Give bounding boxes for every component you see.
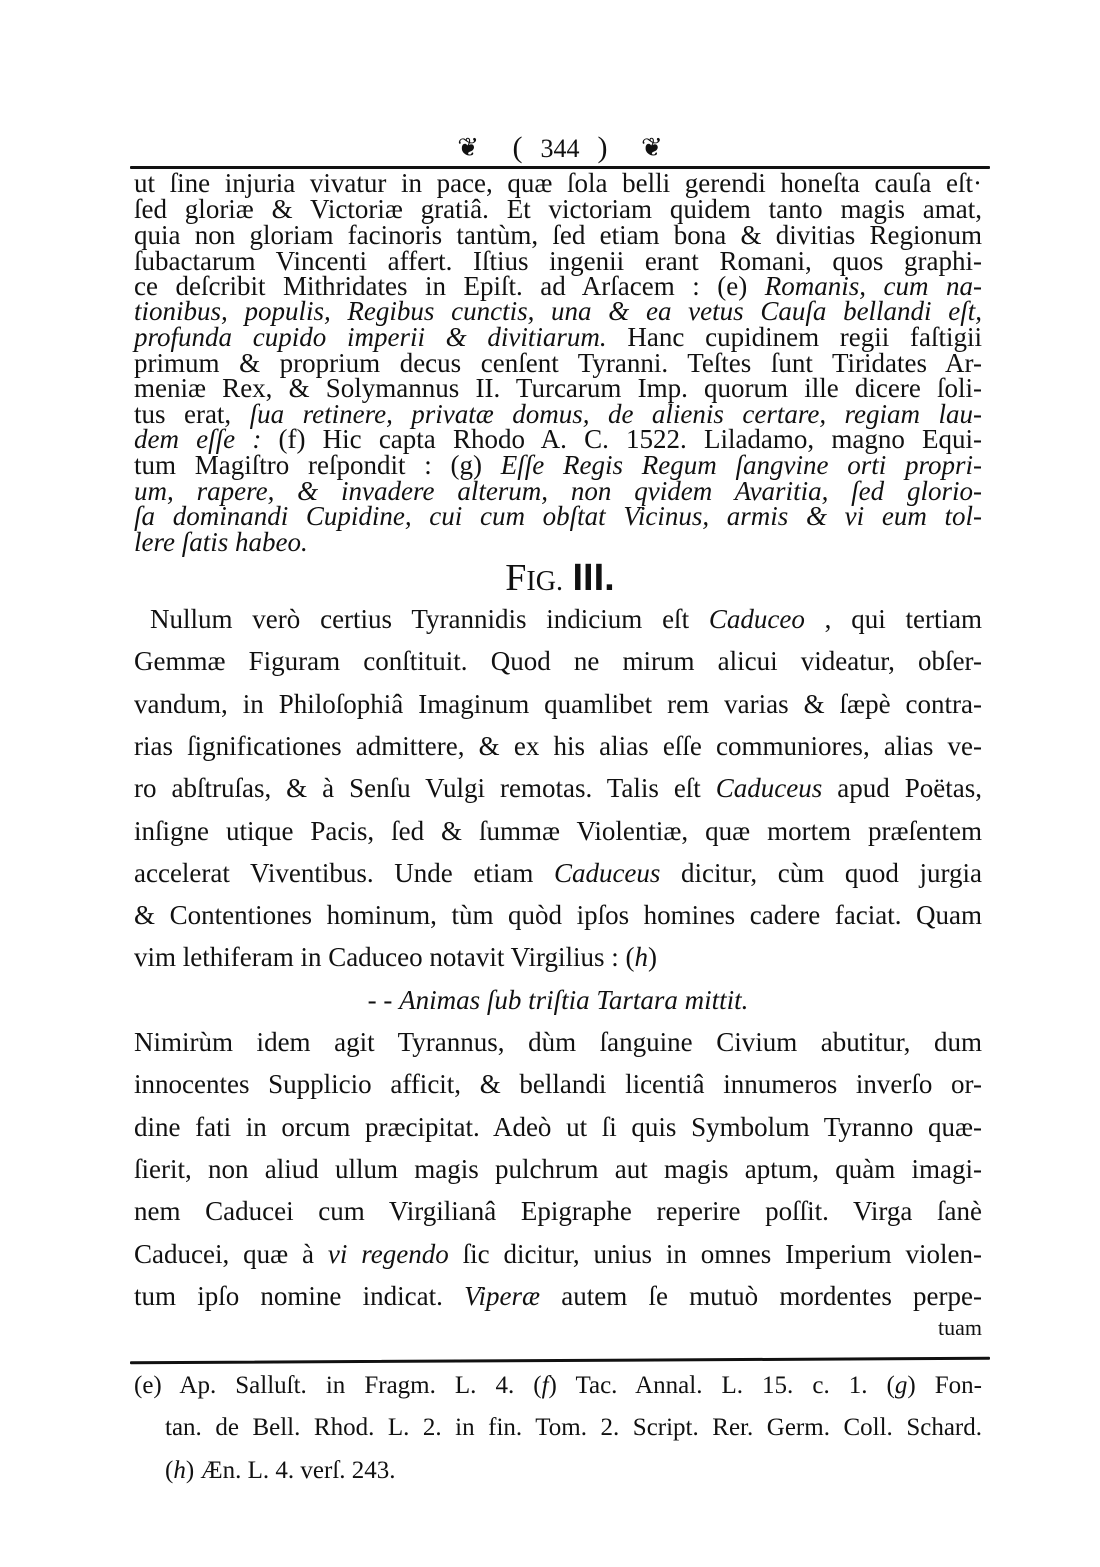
text-line: tum ipſo nomine indicat. Viperæ autem ſe mutuò mordentes perpe- xyxy=(134,1281,982,1311)
text-line: nem Caducei cum Virgilianâ Epigraphe reperire poſſit. Virga ſanè xyxy=(134,1196,982,1226)
text-line: ut ſine injuria vivatur in pace, quæ ſola belli gerendi honeſta cauſa eſt· xyxy=(134,168,982,198)
text-line: quia non gloriam facinoris tantùm, ſed etiam bona & divitias Regionum xyxy=(134,220,982,250)
text-line: lere ſatis habeo. xyxy=(134,527,308,557)
text-line: dem eſſe : (f) Hic capta Rhodo A. C. 1522. Liladamo, magno Equi- xyxy=(134,424,983,454)
text-line: tum Magiſtro reſpondit : (g) Eſſe Regis Regum ſangvine orti propri- xyxy=(134,450,982,480)
text-line: tionibus, populis, Regibus cunctis, una & ea vetus Cauſa bellandi eſt, xyxy=(134,296,982,326)
text-line: vandum, in Philoſophiâ Imaginum quamlibet rem varias & ſæpè contra- xyxy=(134,689,982,719)
verse-quotation: - - Animas ſub triſtia Tartara mittit. xyxy=(367,985,749,1015)
text-line: innocentes Supplicio afficit, & bellandi licentiâ innumeros inverſo or- xyxy=(134,1069,982,1099)
figure-heading: FIG. III. xyxy=(505,557,615,599)
text-line: ro abſtruſas, & à Senſu Vulgi remotas. Talis eſt Caduceus apud Poëtas, xyxy=(134,773,982,803)
text-line: ſubactarum Vincenti affert. Iſtius ingenii erant Romani, quos graphi- xyxy=(134,246,982,276)
text-line: rias ſignificationes admittere, & ex his alias eſſe communiores, alias ve- xyxy=(134,731,982,761)
footnote-line: (h) Æn. L. 4. verſ. 243. xyxy=(165,1457,396,1484)
text-line: ſierit, non aliud ullum magis pulchrum aut magis aptum, quàm imagi- xyxy=(134,1154,982,1184)
text-line: inſigne utique Pacis, ſed & ſummæ Violentiæ, quæ mortem præſentem xyxy=(134,816,982,846)
text-line: & Contentiones hominum, tùm quòd ipſos homines cadere faciat. Quam xyxy=(134,900,982,930)
text-line: dine fati in orcum præcipitat. Adeò ut ſi quis Symbolum Tyranno quæ- xyxy=(134,1112,982,1142)
running-header xyxy=(130,128,990,168)
text-line: Caducei, quæ à vi regendo ſic dicitur, unius in omnes Imperium violen- xyxy=(134,1239,982,1269)
text-line: meniæ Rex, & Solymannus II. Turcarum Imp. quorum ille dicere ſoli- xyxy=(134,373,982,403)
text-line: Nullum verò certius Tyrannidis indicium eſt Caduceo , qui tertiam xyxy=(150,604,982,634)
text-line: ſed gloriæ & Victoriæ gratiâ. Et victoriam quidem tanto magis amat, xyxy=(134,194,982,224)
text-line: profunda cupido imperii & divitiarum. Hanc cupidinem regii faſtigii xyxy=(134,322,983,352)
footnote-line: (e) Ap. Salluſt. in Fragm. L. 4. (f) Tac. Annal. L. 15. c. 1. (g) Fon- xyxy=(134,1372,982,1399)
catchword: tuam xyxy=(938,1315,982,1340)
fleuron-ornament-right-icon: ❦ xyxy=(641,133,663,162)
text-line: accelerat Viventibus. Unde etiam Caduceus dicitur, cùm quod jurgia xyxy=(134,858,982,888)
text-line: Gemmæ Figuram conſtituit. Quod ne mirum alicui videatur, obſer- xyxy=(134,646,982,676)
text-line: tus erat, ſua retinere, privatæ domus, de alienis certare, regiam lau- xyxy=(134,399,982,429)
text-line: ſa dominandi Cupidine, cui cum obſtat Vicinus, armis & vi eum tol- xyxy=(134,501,982,531)
footnote-line: tan. de Bell. Rhod. L. 2. in fin. Tom. 2. Script. Rer. Germ. Coll. Schard. xyxy=(165,1414,982,1441)
text-line: um, rapere, & invadere alterum, non qvidem Avaritia, ſed glorio- xyxy=(134,476,982,506)
text-line: Nimirùm idem agit Tyrannus, dùm ſanguine Civium abutitur, dum xyxy=(134,1027,982,1057)
footnote-rule xyxy=(130,1357,990,1365)
text-line: vim lethiferam in Caduceo notavit Virgilius : (h) xyxy=(134,942,658,972)
fleuron-ornament-left-icon: ❦ xyxy=(457,133,479,162)
text-line: ce deſcribit Mithridates in Epiſt. ad Arſacem : (e) Romanis, cum na- xyxy=(134,271,982,301)
text-line: primum & proprium decus cenſent Tyranni. Teſtes ſunt Tiridates Ar- xyxy=(134,348,982,378)
page-number: 344 xyxy=(540,134,580,163)
header-open-paren: ( 344 ) xyxy=(513,128,608,169)
